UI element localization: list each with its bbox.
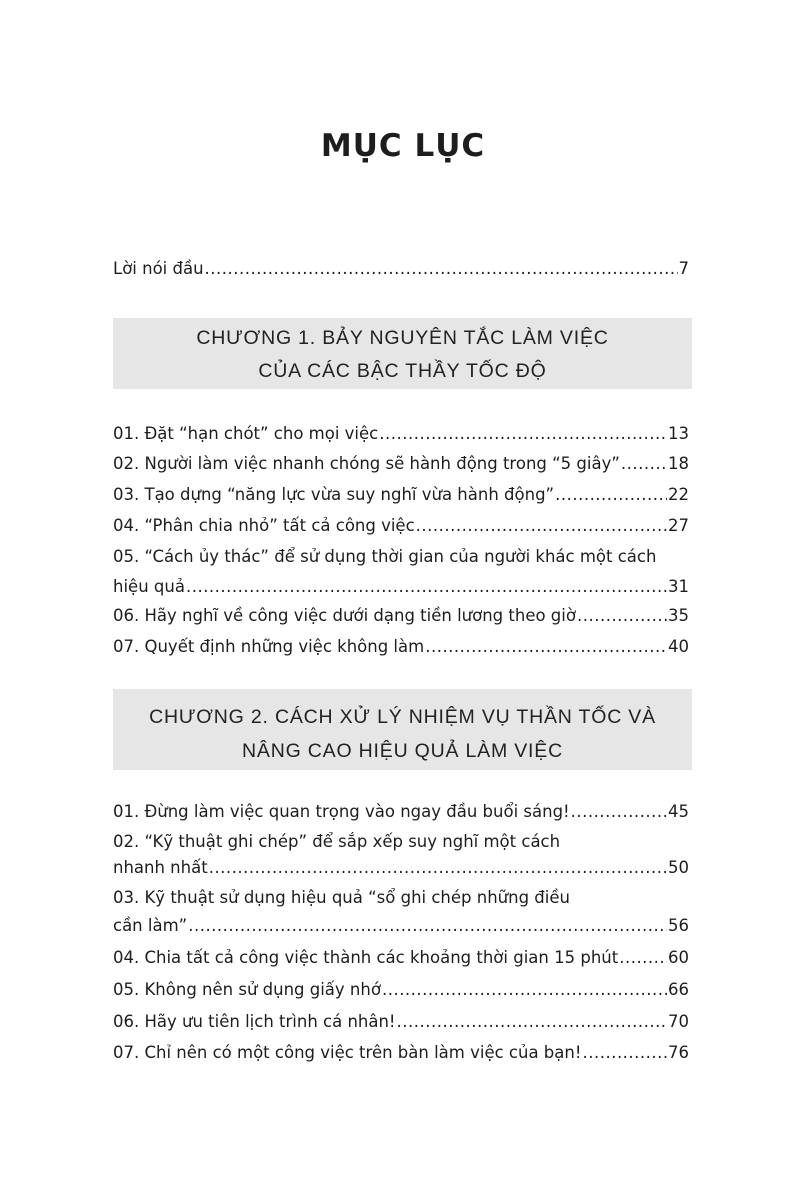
toc-entry-page: 76 (668, 1043, 689, 1062)
toc-entry[interactable] (113, 979, 689, 1001)
toc-entry-page: 31 (668, 577, 689, 596)
chapter-heading-line: NÂNG CAO HIỆU QUẢ LÀM VIỆC (242, 740, 563, 762)
toc-entry[interactable] (113, 801, 689, 823)
dot-leader (425, 636, 667, 658)
toc-entry-page: 66 (668, 980, 689, 999)
dot-leader (619, 947, 667, 969)
toc-entry[interactable] (113, 515, 689, 537)
toc-entry-page: 70 (668, 1012, 689, 1031)
dot-leader (577, 605, 667, 627)
toc-entry[interactable] (113, 453, 689, 475)
toc-entry[interactable] (113, 831, 689, 879)
toc-entry-title: 04. Chia tất cả công việc thành các khoảng thời gian 15 phút (113, 948, 619, 967)
dot-leader (621, 453, 667, 475)
dot-leader (188, 915, 667, 937)
dot-leader (205, 258, 678, 280)
toc-entry[interactable] (113, 605, 689, 627)
toc-entry-title: 01. Đặt “hạn chót” cho mọi việc (113, 424, 379, 443)
toc-entry-title: 01. Đừng làm việc quan trọng vào ngay đầu buổi sáng! (113, 802, 570, 821)
toc-entry-title-cont: cần làm” (113, 916, 188, 935)
toc-entry-title: 02. Người làm việc nhanh chóng sẽ hành động trong “5 giây” (113, 454, 620, 473)
toc-entry-page: 18 (668, 454, 689, 473)
chapter-2-heading (113, 689, 692, 770)
toc-entry[interactable] (113, 947, 689, 969)
toc-entry-page: 27 (668, 516, 689, 535)
toc-entry-page: 35 (668, 606, 689, 625)
toc-entry-title: 07. Quyết định những việc không làm (113, 637, 425, 656)
dot-leader (555, 484, 667, 506)
chapter-1-heading (113, 318, 692, 389)
toc-entry-title: 05. “Cách ủy thác” để sử dụng thời gian của người khác một cách (113, 547, 657, 566)
toc-entry-page: 56 (668, 916, 689, 935)
toc-entry-title: 06. Hãy nghĩ về công việc dưới dạng tiền lương theo giờ (113, 606, 576, 625)
chapter-heading-line: CHƯƠNG 2. CÁCH XỬ LÝ NHIỆM VỤ THẦN TỐC VÀ (149, 706, 656, 728)
toc-entry[interactable] (113, 484, 689, 506)
toc-entry[interactable] (113, 423, 689, 445)
dot-leader (582, 1042, 667, 1064)
toc-entry-title: 04. “Phân chia nhỏ” tất cả công việc (113, 516, 415, 535)
chapter-heading-line: CHƯƠNG 1. BẢY NGUYÊN TẮC LÀM VIỆC (196, 327, 609, 349)
toc-entry-title: 03. Kỹ thuật sử dụng hiệu quả “sổ ghi chép những điều (113, 888, 570, 907)
toc-entry-title: 07. Chỉ nên có một công việc trên bàn làm việc của bạn! (113, 1043, 582, 1062)
dot-leader (416, 515, 667, 537)
toc-entry[interactable] (113, 1042, 689, 1064)
toc-entry-page: 45 (668, 802, 689, 821)
toc-entry-title: 05. Không nên sử dụng giấy nhớ (113, 980, 381, 999)
dot-leader (397, 1011, 667, 1033)
toc-entry-title: 06. Hãy ưu tiên lịch trình cá nhân! (113, 1012, 396, 1031)
dot-leader (571, 801, 667, 823)
toc-entry-title: 03. Tạo dựng “năng lực vừa suy nghĩ vừa hành động” (113, 485, 555, 504)
toc-entry-title-cont: nhanh nhất (113, 858, 208, 877)
toc-entry-page: 40 (668, 637, 689, 656)
toc-entry-title-cont: hiệu quả (113, 577, 185, 596)
toc-entry-title: 02. “Kỹ thuật ghi chép” để sắp xếp suy nghĩ một cách (113, 832, 561, 851)
toc-entry-page: 13 (668, 424, 689, 443)
dot-leader (209, 857, 667, 879)
toc-entry-page: 7 (678, 259, 689, 278)
dot-leader (379, 423, 667, 445)
dot-leader (382, 979, 667, 1001)
toc-entry[interactable] (113, 887, 689, 937)
toc-entry-page: 50 (668, 858, 689, 877)
dot-leader (186, 576, 667, 598)
toc-entry[interactable] (113, 636, 689, 658)
toc-entry[interactable] (113, 1011, 689, 1033)
toc-entry-title: Lời nói đầu (113, 259, 204, 278)
toc-entry[interactable] (113, 546, 689, 598)
page-title: MỤC LỤC (320, 128, 486, 164)
toc-entry-page: 22 (668, 485, 689, 504)
toc-entry-page: 60 (668, 948, 689, 967)
chapter-heading-line: CỦA CÁC BẬC THẦY TỐC ĐỘ (258, 360, 547, 382)
toc-entry-preface[interactable] (113, 258, 689, 280)
